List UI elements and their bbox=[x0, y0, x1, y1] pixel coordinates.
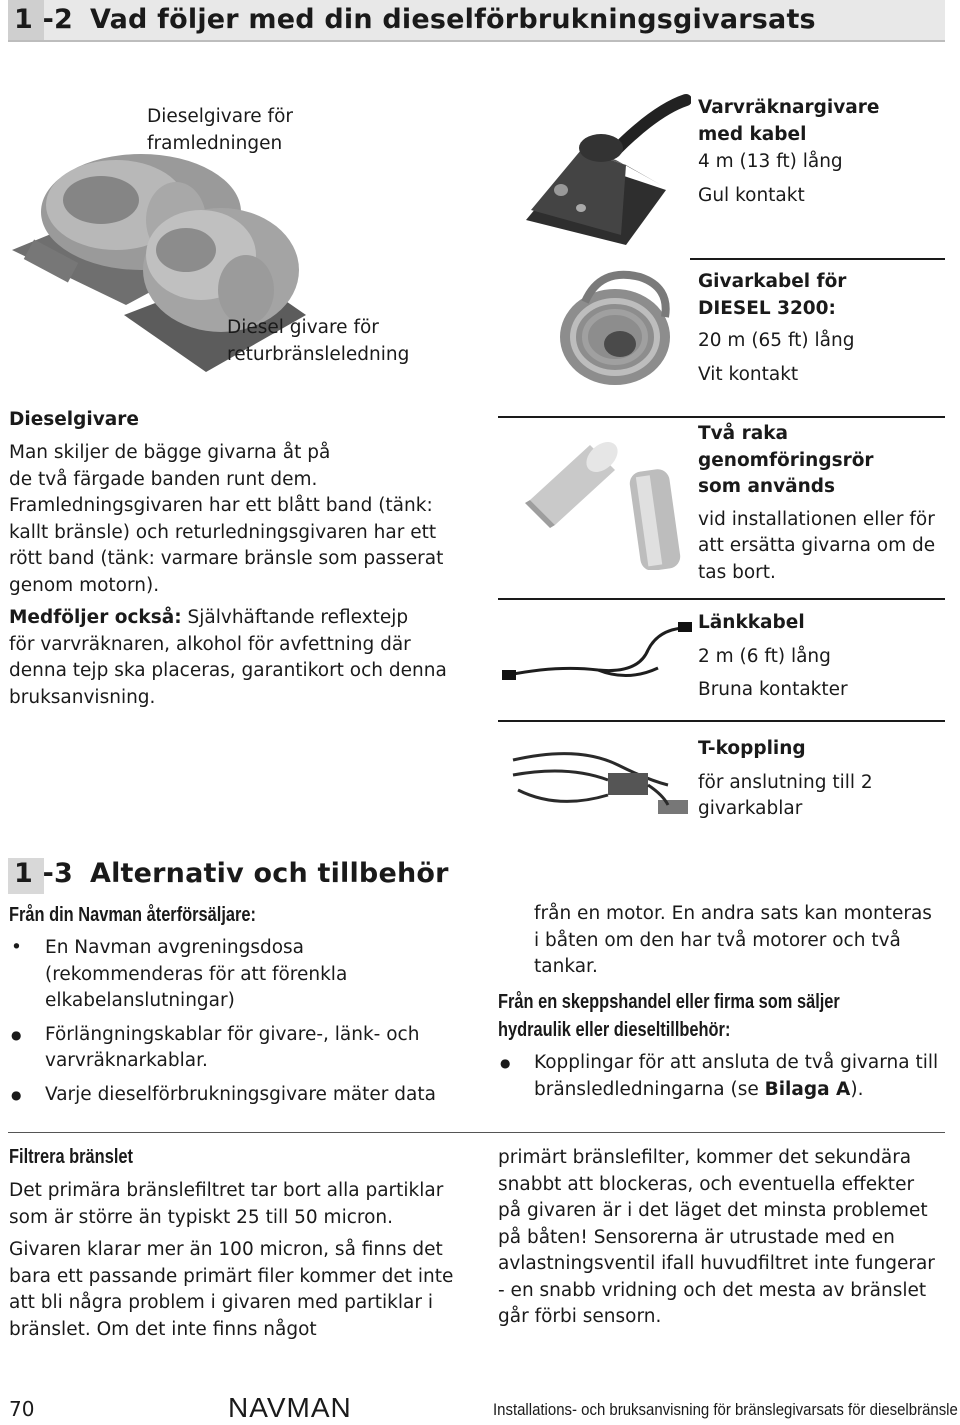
section-number: 1 -3 bbox=[14, 858, 73, 889]
divider bbox=[690, 258, 945, 260]
continuation-text: från en motor. En andra sats kan monteras i båten om den har två motorer och två tankar. bbox=[534, 903, 932, 977]
dieselgivare-body: Man skiljer de bägge givarna åt på de två färgade banden runt dem. Framledningsgivaren har ett blått band (tänk: kallt bränsle) och returledningsgivaren har ett rött band (tänk: varmare bränsle som passerat genom motorn). bbox=[9, 442, 444, 596]
filter-para-1: Det primära bränslefiltret tar bort alla partiklar som är större än typiskt 25 till 50 micron. bbox=[9, 1180, 444, 1228]
also-included-text: Medföljer också: Självhäftande reflextejp för varvräknaren, alkohol för avfettning där denna tejp ska placeras, garantikort och denna bruksanvisning. bbox=[9, 607, 447, 708]
bullet: ● bbox=[11, 1027, 22, 1042]
pipes-image bbox=[510, 430, 700, 570]
document-title: Installations- och bruksanvisning för bränslegivarsats för dieselbränsle bbox=[493, 1400, 958, 1419]
filter-para-right: primärt bränslefilter, kommer det sekundära snabbt att blockeras, och eventuella effekter på givaren är i det läget det minsta problemet på båten! Sensorerna är utrustade med en avlastningsventil ifall huvudfiltret inte fungerar - en snabb vridning och det mesta av bränslet går förbi sensorn. bbox=[498, 1147, 935, 1327]
divider bbox=[498, 416, 945, 418]
chandler-list bbox=[498, 1050, 948, 1103]
sensor-cable-text: Givarkabel för DIESEL 3200: 20 m (65 ft) lång Vit kontakt bbox=[698, 271, 855, 385]
section-title: Alternativ och tillbehör bbox=[90, 858, 449, 889]
dieselgivare-heading: Dieselgivare bbox=[9, 409, 139, 430]
divider bbox=[498, 720, 945, 722]
tacho-sender-image bbox=[506, 90, 691, 250]
divider bbox=[498, 598, 945, 600]
dealer-heading: Från din Navman återförsäljare: bbox=[9, 904, 256, 926]
divider bbox=[8, 1132, 945, 1133]
link-cable-text: Länkkabel 2 m (6 ft) lång Bruna kontakter bbox=[698, 612, 848, 700]
list-item: ● Varje dieselförbrukningsgivare mäter data bbox=[9, 1082, 469, 1109]
list-item: • En Navman avgreningsdosa (rekommenderas för att förenkla elkabelanslutningar) bbox=[11, 937, 348, 1011]
pipes-text: Två raka genomföringsrör som används vid installationen eller för att ersätta givarna om de tas bort. bbox=[698, 423, 936, 583]
dealer-list bbox=[9, 935, 469, 1108]
chandler-heading: Från en skeppshandel eller firma som säljer hydraulik eller dieseltillbehör: bbox=[498, 991, 840, 1041]
link-cable-image bbox=[498, 610, 698, 700]
filter-para-2: Givaren klarar mer än 100 micron, så finns det bara ett passande primärt filer kommer det inte att bli några problem i givaren med partiklar i bränslet. Om det inte finns något bbox=[9, 1239, 454, 1340]
bullet: • bbox=[11, 937, 22, 958]
sender-caption: Dieselgivare för framledningen bbox=[147, 106, 293, 154]
tacho-sender-text: Varvräknargivare med kabel 4 m (13 ft) lång Gul kontakt bbox=[698, 97, 880, 206]
brand-logo: NAVMAN bbox=[228, 1392, 352, 1423]
bullet: ● bbox=[11, 1087, 22, 1102]
section-number: 1 -2 bbox=[14, 4, 73, 35]
bullet: ● bbox=[500, 1056, 511, 1070]
also-included-label: Medföljer också: bbox=[9, 607, 182, 628]
t-piece-text: T-koppling för anslutning till 2 givarkablar bbox=[698, 738, 873, 819]
return-caption: Diesel givare för returbränsleledning bbox=[227, 317, 410, 365]
sensor-cable-image bbox=[545, 262, 685, 392]
list-item: ● Förlängningskablar för givare-, länk- och varvräknarkablar. bbox=[11, 1023, 420, 1071]
t-piece-image bbox=[498, 735, 698, 830]
page-number: 70 bbox=[9, 1397, 35, 1421]
list-item: ● Kopplingar för att ansluta de två givarna till bränsledledningarna (se Bilaga A). bbox=[500, 1052, 939, 1100]
page-title: Vad följer med din dieselförbrukningsgivarsats bbox=[90, 4, 816, 35]
section-title-underline bbox=[8, 40, 945, 42]
filter-heading: Filtrera bränslet bbox=[9, 1146, 133, 1168]
